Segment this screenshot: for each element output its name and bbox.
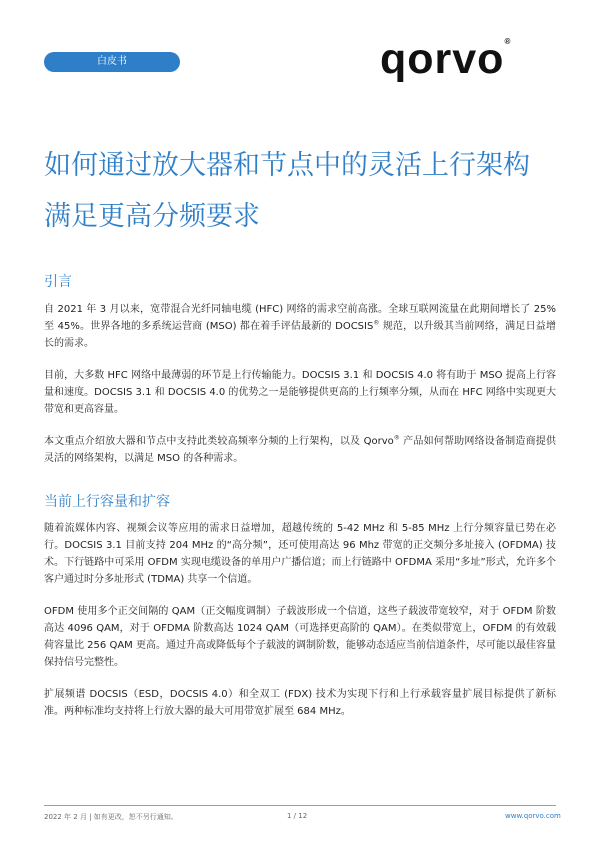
title-line-1: 如何通过放大器和节点中的灵活上行架构 xyxy=(44,150,530,181)
title-line-2: 满足更高分频要求 xyxy=(44,201,260,232)
capacity-paragraph-2: OFDM 使用多个正交间隔的 QAM（正交幅度调制）子载波形成一个信道，这些子载波带宽较窄，对于 OFDM 阶数高达 4096 QAM，对于 OFDMA 阶数高达 1024 QAM（可选择更高阶的 QAM）。在类似带宽上，OFDM 的有效载荷容量比 256 QAM 更高。通过升高或降低每个子载波的调制阶数，能够动态适应当前信道条件，尽可能以最佳容量保持信号完整性。 xyxy=(44,606,556,668)
intro-paragraph-2: 目前，大多数 HFC 网络中最薄弱的环节是上行传输能力。DOCSIS 3.1 和 DOCSIS 4.0 将有助于 MSO 提高上行容量和速度。DOCSIS 3.1 和 DOCSIS 4.0 的优势之一是能够提供更高的上行频率分频，从而在 HFC 网络中实现更大带宽和更高容量。 xyxy=(44,370,556,415)
intro-paragraph-1 xyxy=(44,301,556,352)
intro-p1-tail: 规范，以升级其当前网络，满足日益增长的需求。 xyxy=(44,321,556,349)
section-heading-intro: 引言 xyxy=(44,274,72,290)
intro-paragraph-3 xyxy=(44,433,556,467)
intro-p1-text: 自 2021 年 3 月以来，宽带混合光纤同轴电缆 (HFC) 网络的需求空前高涨。全球互联网流量在此期间增长了 25% 至 45%。世界各地的多系统运营商 (MSO) 都在着手评估最新的 DOCSIS xyxy=(44,304,556,332)
registered-mark: ® xyxy=(393,434,400,442)
footer-divider xyxy=(44,805,556,806)
page-title xyxy=(44,140,574,242)
intro-p3-text: 本文重点介绍放大器和节点中支持此类较高频率分频的上行架构，以及 Qorvo xyxy=(44,436,394,447)
page-number: 1 / 12 xyxy=(287,812,308,820)
qorvo-logo xyxy=(380,35,511,83)
registered-mark: ® xyxy=(373,319,380,327)
section-heading-capacity: 当前上行容量和扩容 xyxy=(44,494,170,510)
footer-date-note: 2022 年 2 月 | 如有更改，恕不另行通知。 xyxy=(44,813,178,821)
logo-text: qorvo xyxy=(380,35,505,83)
footer-website-link[interactable]: www.qorvo.com xyxy=(505,812,561,820)
intro-p3-tail: 产品如何帮助网络设备制造商提供灵活的网络架构，以满足 MSO 的各种需求。 xyxy=(44,436,556,464)
capacity-paragraph-1: 随着流媒体内容、视频会议等应用的需求日益增加，超越传统的 5-42 MHz 和 5-85 MHz 上行分频容量已势在必行。DOCSIS 3.1 目前支持 204 MHz 的“高分频”，还可使用高达 96 Mhz 带宽的正交频分多址接入 (OFDMA) 技术。下行链路中可采用 OFDM 实现电缆设备的单用户广播信道；而上行链路中 OFDMA 采用“多址”形式，允许多个客户通过时分多址形式 (TDMA) 共享一个信道。 xyxy=(44,523,556,585)
document-type-badge: 白皮书 xyxy=(44,52,180,72)
capacity-paragraph-3: 扩展频谱 DOCSIS（ESD，DOCSIS 4.0）和全双工 (FDX) 技术为实现下行和上行承载容量扩展目标提供了新标准。两种标准均支持将上行放大器的最大可用带宽扩展至 684 MHz。 xyxy=(44,689,556,717)
logo-trademark: ® xyxy=(504,37,511,46)
